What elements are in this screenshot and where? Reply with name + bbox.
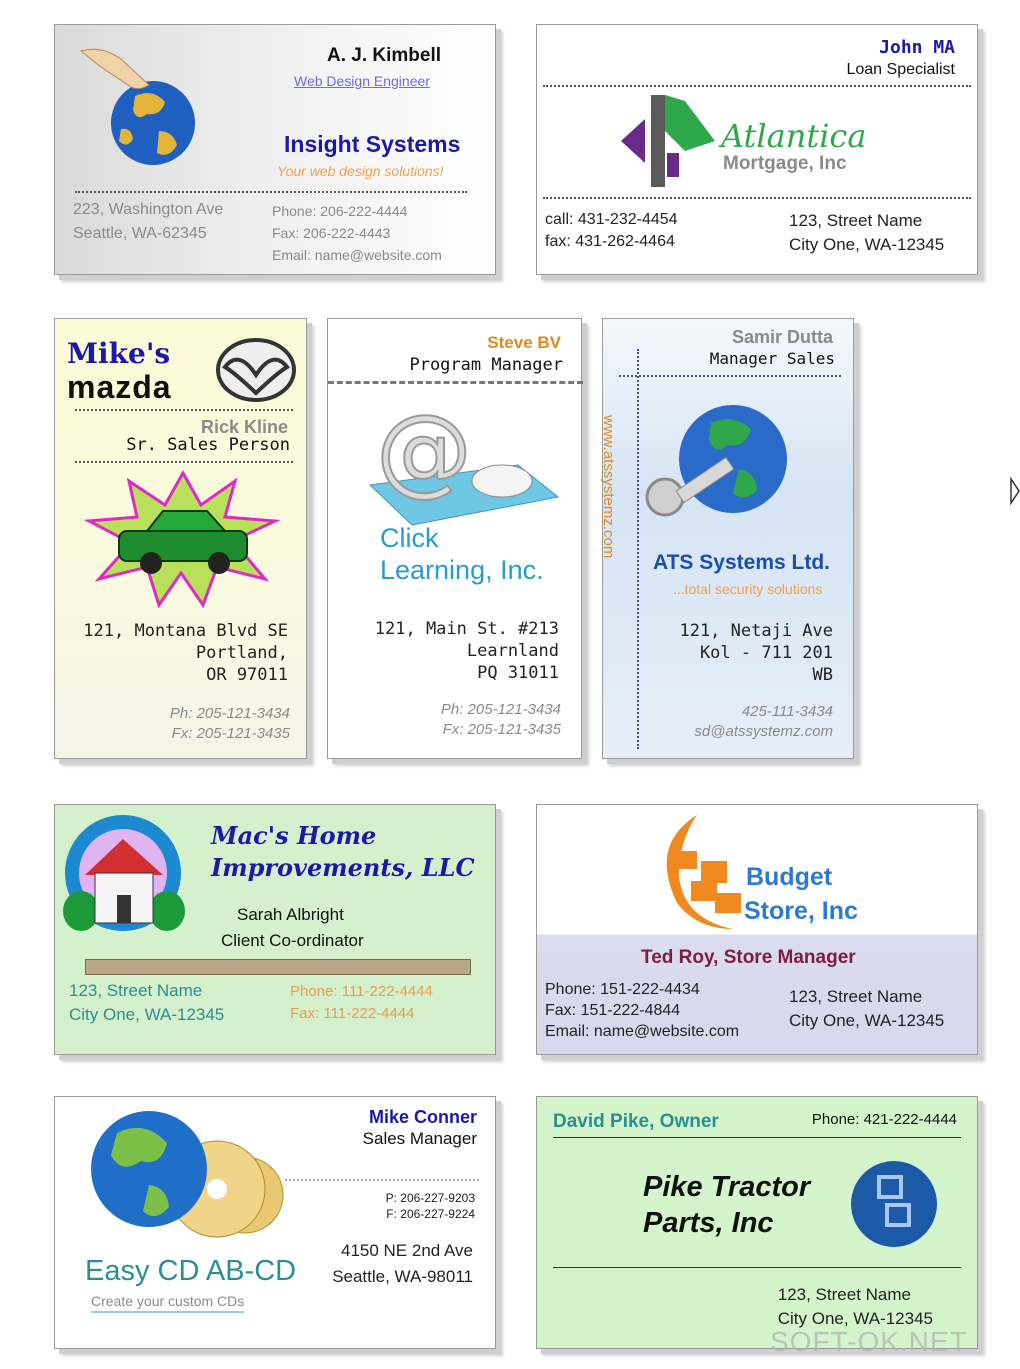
card1-address1: 223, Washington Ave [73, 201, 224, 218]
card7-address1: 123, Street Name [789, 987, 923, 1006]
card1-tagline: Your web design solutions! [277, 163, 444, 179]
card3-address2: Portland, [195, 643, 288, 663]
card3-brand2: mazda [67, 369, 172, 405]
card3-name: Rick Kline [200, 417, 288, 437]
card3-address3: OR 97011 [206, 665, 288, 685]
card1-title: Web Design Engineer [294, 73, 430, 89]
globe-cd-icon [87, 1103, 287, 1259]
pike-logo-icon [849, 1159, 939, 1249]
card5-tagline: ...total security solutions [673, 581, 823, 597]
business-card-ats-systems[interactable] [602, 318, 854, 759]
card4-company2: Learning, Inc. [380, 555, 544, 585]
card8-fax: F: 206-227-9224 [386, 1207, 475, 1221]
card6-phone: Phone: 111-222-4444 [290, 983, 433, 1000]
business-card-macs-home[interactable] [54, 804, 496, 1055]
at-sign-mouse-icon [362, 393, 562, 543]
card2-company1: Atlantica [721, 117, 867, 155]
card4-address1: 121, Main St. #213 [374, 619, 559, 639]
card9-address1: 123, Street Name [777, 1285, 911, 1304]
watermark: SOFT-OK.NET [770, 1326, 968, 1357]
card9-divider-bottom [553, 1267, 961, 1268]
card2-address2: City One, WA-12345 [789, 235, 945, 254]
card3-divider-top [75, 409, 293, 411]
card7-company2: Store, Inc [744, 897, 858, 925]
card3-fax: Fx: 205-121-3435 [171, 725, 290, 742]
card6-company2: Improvements, LLC [211, 853, 475, 882]
business-card-easy-cd[interactable] [54, 1096, 496, 1349]
card2-title: Loan Specialist [846, 61, 955, 78]
card1-name: A. J. Kimbell [327, 45, 442, 66]
card7-address2: City One, WA-12345 [789, 1011, 945, 1030]
card4-divider [328, 381, 583, 384]
budget-store-logo-icon [651, 811, 755, 933]
mazda-logo-icon [215, 337, 297, 403]
business-card-click-learning[interactable] [327, 318, 582, 759]
card5-email: sd@atssystemz.com [694, 723, 833, 740]
card8-name: Mike Conner [368, 1107, 477, 1127]
card1-fax: Fax: 206-222-4443 [272, 225, 391, 241]
card8-address1: 4150 NE 2nd Ave [340, 1241, 473, 1260]
card5-company: ATS Systems Ltd. [653, 551, 830, 574]
card3-brand1: Mike's [67, 337, 171, 370]
card5-divider-top [619, 375, 841, 377]
business-card-insight-systems[interactable] [54, 24, 496, 275]
card6-fax: Fax: 111-222-4444 [290, 1005, 415, 1022]
card6-address2: City One, WA-12345 [69, 1005, 225, 1024]
card4-fax: Fx: 205-121-3435 [442, 721, 561, 738]
business-card-pike-tractor[interactable] [536, 1096, 978, 1349]
card9-company1: Pike Tractor [643, 1171, 811, 1203]
card2-name: John MA [879, 37, 955, 58]
card1-email: Email: name@website.com [272, 247, 442, 263]
globe-key-icon [641, 393, 791, 523]
card2-call: call: 431-232-4454 [545, 211, 678, 228]
card8-divider [285, 1179, 479, 1181]
business-card-atlantica[interactable] [536, 24, 978, 275]
car-burst-icon [85, 469, 281, 609]
card3-title: Sr. Sales Person [126, 435, 290, 455]
card4-title: Program Manager [409, 355, 563, 375]
card1-address2: Seattle, WA-62345 [73, 225, 207, 242]
card6-title: Client Co-ordinator [221, 931, 364, 950]
card9-name: David Pike, Owner [553, 1111, 719, 1132]
card2-company2: Mortgage, Inc [723, 153, 847, 174]
card5-address2: Kol - 711 201 [699, 643, 833, 663]
card4-company1: Click [380, 523, 439, 553]
card5-phone: 425-111-3434 [741, 703, 833, 720]
card2-divider-bottom [543, 197, 971, 199]
card9-address2: City One, WA-12345 [777, 1309, 933, 1328]
card8-address2: Seattle, WA-98011 [332, 1267, 473, 1286]
card3-address1: 121, Montana Blvd SE [83, 621, 288, 641]
card1-company: Insight Systems [284, 131, 461, 157]
card2-address1: 123, Street Name [789, 211, 923, 230]
business-card-budget-store[interactable] [536, 804, 978, 1055]
card8-company: Easy CD AB-CD [85, 1255, 297, 1287]
card6-address1: 123, Street Name [69, 981, 203, 1000]
atlantica-logo-icon [615, 91, 725, 191]
card5-name: Samir Dutta [731, 327, 833, 347]
card4-name: Steve BV [487, 333, 561, 352]
card8-title: Sales Manager [362, 1129, 477, 1148]
card5-vertical-line [637, 349, 639, 749]
card5-address3: WB [812, 665, 833, 685]
card7-phone: Phone: 151-222-4434 [545, 981, 700, 998]
card9-company2: Parts, Inc [643, 1207, 774, 1239]
mouse-cursor-icon [1010, 478, 1020, 504]
card3-phone: Ph: 205-121-3434 [169, 705, 290, 722]
card3-divider-bottom [75, 461, 293, 463]
card6-company1: Mac's Home [211, 821, 377, 850]
card6-name: Sarah Albright [237, 905, 344, 924]
card9-divider-top [553, 1137, 961, 1138]
globe-hand-icon [73, 41, 203, 181]
card7-company1: Budget [746, 863, 833, 891]
card4-address3: PQ 31011 [477, 663, 559, 683]
card7-fax: Fax: 151-222-4844 [545, 1002, 681, 1019]
card5-website: www.atssystemz.com [600, 415, 617, 559]
house-icon [59, 813, 189, 941]
card5-title: Manager Sales [709, 349, 835, 368]
card4-phone: Ph: 205-121-3434 [440, 701, 561, 718]
card9-phone: Phone: 421-222-4444 [811, 1111, 957, 1128]
card1-divider [75, 191, 467, 193]
card8-phone: P: 206-227-9203 [385, 1191, 475, 1205]
card5-address1: 121, Netaji Ave [679, 621, 833, 641]
business-card-mikes-mazda[interactable] [54, 318, 307, 759]
card2-fax: fax: 431-262-4464 [545, 233, 675, 250]
card7-email: Email: name@website.com [545, 1023, 740, 1040]
svg-text:@: @ [376, 394, 472, 506]
card1-phone: Phone: 206-222-4444 [272, 203, 408, 219]
card2-divider-top [543, 85, 971, 87]
card4-address2: Learnland [466, 641, 559, 661]
card7-name: Ted Roy, Store Manager [641, 947, 856, 968]
card6-decorative-bar [85, 959, 471, 975]
card8-tagline: Create your custom CDs [91, 1293, 244, 1313]
